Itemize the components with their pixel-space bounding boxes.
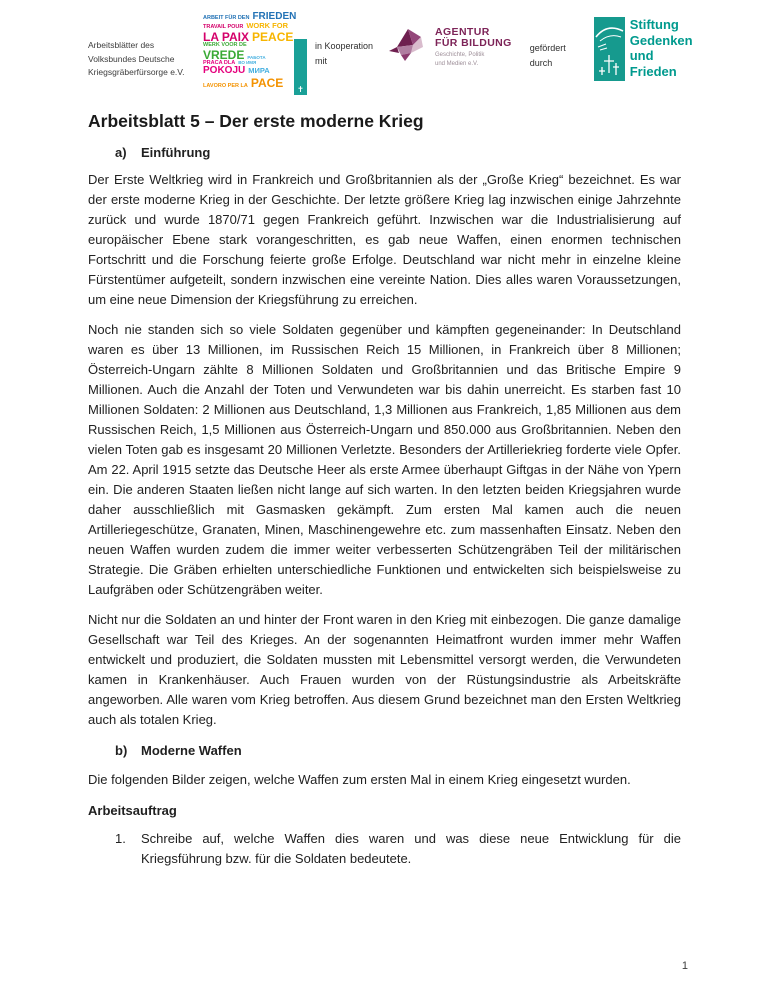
agentur-fuer-bildung-logo (387, 25, 512, 70)
publisher-credit (88, 39, 200, 80)
peace-word: ARBEIT FÜR DEN (203, 15, 250, 21)
publisher-line: Volksbundes Deutsche (88, 53, 175, 64)
peace-word: WERK VOOR DE (203, 42, 247, 49)
funded-by-label: gefördert durch (529, 43, 566, 68)
section-b-label: b) (115, 743, 128, 758)
peace-word: TRAVAIL POUR (203, 24, 244, 31)
origami-bird-icon (387, 25, 431, 70)
publisher-line: Arbeitsblätter des (88, 40, 155, 50)
peace-word: PACE (250, 75, 284, 90)
stiftung-name-line: Stiftung (629, 17, 679, 32)
peace-word: WORK FOR (246, 21, 289, 31)
peace-word: МИРА (248, 66, 270, 76)
page-header (88, 12, 768, 96)
peace-word: LA PAIX (203, 29, 250, 44)
peace-cross-icon: ✝ (294, 39, 307, 95)
peace-word: LAVORO PER LA (203, 82, 248, 89)
section-a-title: Einführung (141, 145, 211, 160)
task-item-1 (88, 829, 681, 869)
intro-paragraph-1: Der Erste Weltkrieg wird in Frankreich und Großbritannien als der „Große Krieg“ bezeichnet. Es war der erste moderne Krieg in der Geschichte. Der letzte größere Krieg lag inzwischen einige Jahrzehnte zurück und wurde 1870/71 gegen Frankreich geführt. Inzwischen war die Industrialisierung auf europäischer Ebene stark vorangeschritten, es gab neue Waffen, einen enormen technischen Fortschritt und die Forschung feierte große Erfolge. Deutschland war nicht mehr in einzelne kleine Fürstentümer aufgeteilt, sondern inzwischen eine vereinte Nation. Dies alles waren Voraussetzungen, um eine neue Dimension der Kriegsführung zu erreichen. (88, 172, 681, 307)
task-item-number: 1. (115, 831, 126, 846)
peace-word: VREDE (203, 47, 245, 62)
peace-word: PEACE (252, 29, 294, 44)
peace-word: РАБОТА (247, 54, 266, 60)
cooperation-label: in Kooperation mit (315, 41, 374, 66)
section-b-title: Moderne Waffen (141, 743, 242, 758)
intro-paragraph-2: Noch nie standen sich so viele Soldaten gegenüber und kämpften gegeneinander: In Deutschland waren es über 13 Millionen, im Russischen Reich 15 Millionen, in Frankreich über 8 Millionen; Österreich-Ungarn zählte 8 Millionen Soldaten und Großbritannien und das Britische Empire 9 Millionen. Auch die Anzahl der Toten und Verwundeten war bis dahin unerreicht. Es starben fast 10 Millionen Soldaten: 2 Millionen aus Deutschland, 1,3 Millionen aus Frankreich, 1,85 Millionen aus dem Russischen Reich, 1,5 Millionen aus Österreich-Ungarn und 850.000 aus Großbritannien. Neben den vielen Toten gab es insgesamt 20 Millionen Verletzte. Besonders der Artilleriekrieg forderte viele Opfer. Am 22. April 1915 setzte das Deutsche Heer als erste Armee überhaupt Giftgas in der Nähe von Ypern ein. Die anderen Staaten ließen nicht lange auf sich warten. In den letzten beiden Kriegsjahren wurde daher ausschließlich mit Gasmasken gekämpft. Zum ersten Mal kamen auch die neuen Artilleriegeschütze, Granaten, Minen, Maschinengewehre etc. zum massenhaften Einsatz. Neben den neuen Waffen wurden zudem die immer weiter verbesserten Schützengräben Teil der militärischen Strategie. Die Gräben erhielten unterschiedliche Funktionen und entwickelten sich beispielsweise zu Laufgräben oder Schützengräben weiter. (88, 322, 681, 597)
worksheet-page (0, 12, 768, 1006)
dove-icon (594, 17, 625, 86)
page-number: 1 (681, 960, 688, 972)
intro-paragraph-3: Nicht nur die Soldaten an und hinter der Front waren in den Krieg mit einbezogen. Die ganze damalige Gesellschaft war Teil des Krieges. An der sogenannten Heimatfront wurden immer mehr Waffen entwickelt und produziert, die Soldaten mussten mit Lebensmittel versorgt werden, die Verwundeten kamen in Krankenhäuser. Auch Frauen wurden von der Rüstungsindustrie als Arbeitskräfte angeworben. Alle waren vom Krieg betroffen. Aus diesem Grund bezeichnet man den Ersten Weltkrieg auch als totalen Krieg. (88, 612, 681, 727)
peace-wordmark-rows (203, 12, 307, 89)
peace-word: POKOJU (203, 65, 246, 77)
peace-word: ВО ИМЯ (238, 59, 257, 65)
task-heading: Arbeitsauftrag (88, 803, 177, 818)
stiftung-name-line: und (629, 48, 654, 63)
section-b-intro: Die folgenden Bilder zeigen, welche Waffen zum ersten Mal in einem Krieg eingesetzt wurden. (88, 772, 631, 787)
section-b-heading (88, 743, 681, 758)
peace-word: FRIEDEN (252, 12, 297, 22)
agentur-name-line: AGENTUR (435, 25, 490, 38)
peace-word: PRACA DLA (203, 59, 236, 66)
document-body (0, 111, 768, 869)
agentur-subtitle-line: Geschichte, Politik (435, 51, 485, 58)
peace-wordmark-logo (203, 12, 307, 95)
page-title: Arbeitsblatt 5 – Der erste moderne Krieg (88, 111, 424, 131)
task-item-text: Schreibe auf, welche Waffen dies waren und was diese neue Entwicklung für die Kriegsführung bzw. für die Soldaten bedeutete. (141, 831, 681, 866)
publisher-line: Kriegsgräberfürsorge e.V. (88, 67, 185, 77)
agentur-subtitle-line: und Medien e.V. (435, 61, 479, 67)
stiftung-gedenken-logo (594, 17, 693, 86)
section-a-label: a) (115, 145, 127, 160)
section-a-heading (88, 145, 681, 160)
stiftung-name-line: Gedenken (629, 32, 693, 48)
stiftung-name-line: Frieden (629, 63, 677, 79)
agentur-name-line: FÜR BILDUNG (435, 37, 512, 49)
